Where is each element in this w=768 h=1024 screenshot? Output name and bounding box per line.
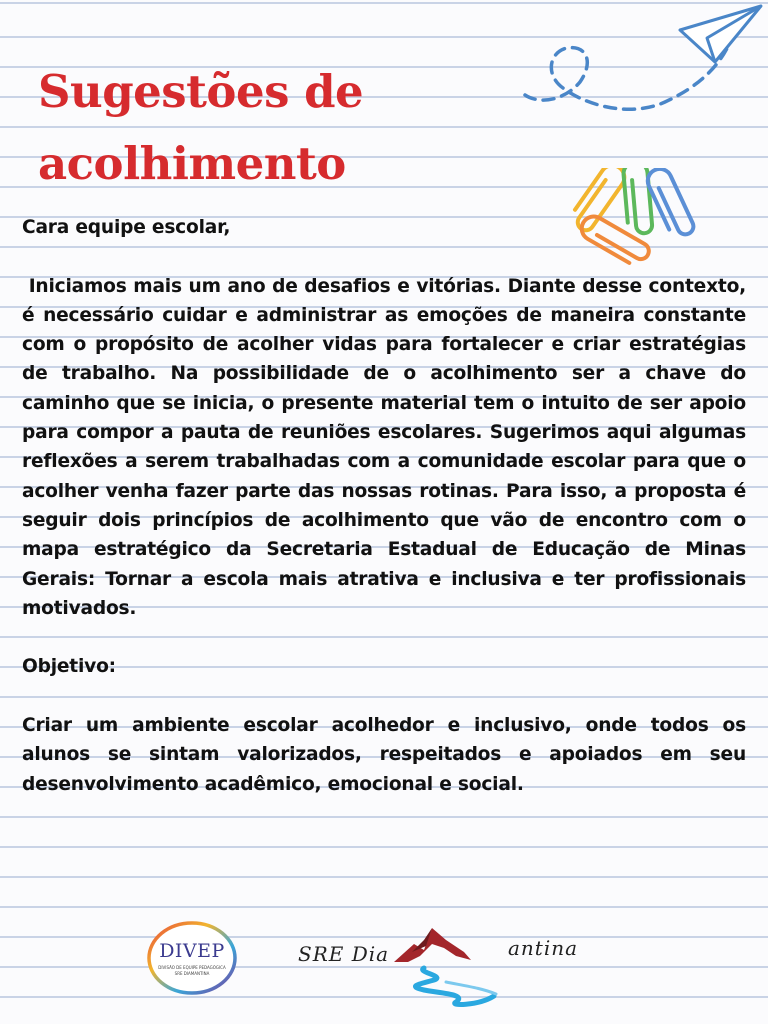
title-line-2: acolhimento — [38, 137, 346, 190]
page-title — [38, 56, 498, 200]
greeting: Cara equipe escolar, — [22, 217, 231, 238]
divep-subtitle-2: SRE DIAMANTINA — [174, 971, 210, 976]
sre-diamantina-logo — [296, 922, 616, 1008]
intro-paragraph: Iniciamos mais um ano de desafios e vitórias. Diante desse contexto, é necessário cuidar e administrar as emoções de maneira constante com o propósito de acolher vidas para fortalecer e criar estratégias de trabalho. Na possibilidade de o acolhimento ser a chave do caminho que se inicia, o presente material tem o intuito de ser apoio para compor a pauta de reuniões escolares. Sugerimos aqui algumas reflexões a serem trabalhadas com a comunidade escolar para que o acolher venha fazer parte das nossas rotinas. Para isso, a proposta é seguir dois princípios de acolhimento que vão de encontro com o mapa estratégico da Secretaria Estadual de Educação de Minas Gerais: Tornar a escola mais atrativa e inclusiva e ter profissionais motivados. — [22, 275, 753, 619]
sre-text-left: SRE Dia — [298, 942, 390, 966]
objective-heading: Objetivo: — [22, 656, 116, 678]
sre-text-right: antina — [508, 936, 579, 960]
title-line-1: Sugestões de — [38, 65, 364, 118]
divep-logo — [146, 920, 238, 996]
divep-subtitle-1: DIVISÃO DE EQUIPE PEDAGÓGICA — [158, 965, 226, 970]
paper-plane-icon — [515, 0, 768, 130]
letter-body — [22, 213, 753, 799]
objective-text: Criar um ambiente escolar acolhedor e inclusivo, onde todos os alunos se sintam valorizados, respeitados e apoiados em seu desenvolvimento acadêmico, emocional e social. — [22, 715, 746, 795]
divep-name: DIVEP — [159, 940, 225, 962]
